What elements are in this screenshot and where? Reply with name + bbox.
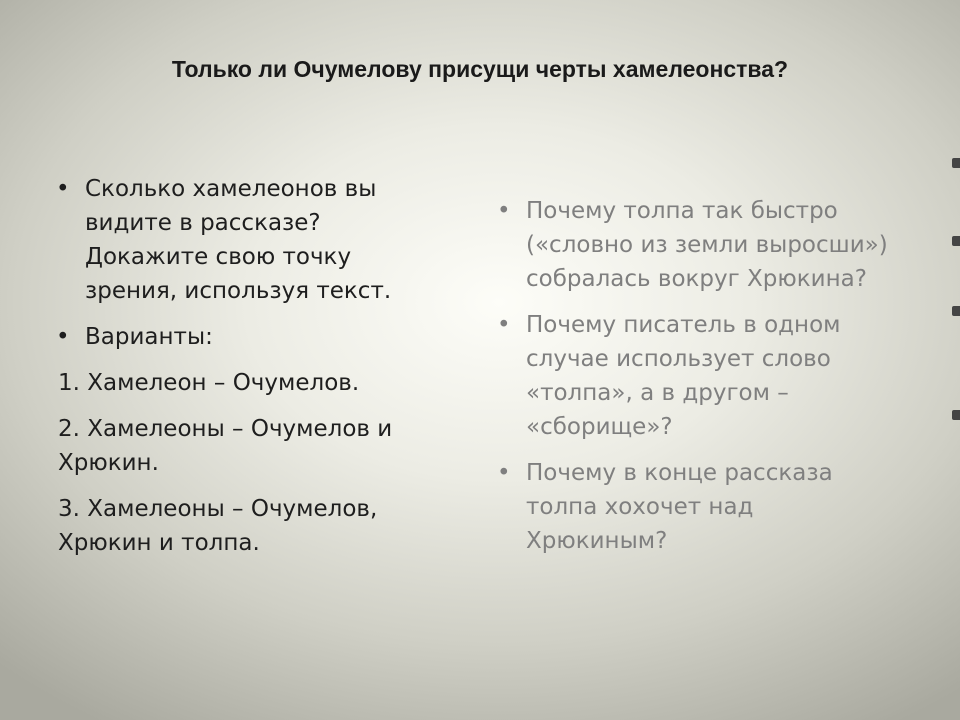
left-item-variant-2: 2. Хамелеоны – Очумелов и Хрюкин. — [58, 416, 393, 476]
edge-decoration — [952, 236, 960, 246]
left-item-variant-3: 3. Хамелеоны – Очумелов, Хрюкин и толпа. — [58, 496, 378, 556]
bullet-icon: • — [56, 324, 70, 350]
bullet-icon: • — [497, 198, 511, 224]
edge-decoration — [952, 410, 960, 420]
right-item-crowd-gathered — [497, 194, 897, 296]
left-item-variants-text: Варианты: — [85, 324, 213, 350]
bullet-icon: • — [56, 176, 70, 202]
bullet-icon: • — [497, 312, 511, 338]
bullet-icon: • — [497, 460, 511, 486]
right-item-crowd-word-text: Почему писатель в одном случае использует слово «толпа», а в другом – «сборище»? — [526, 312, 841, 440]
edge-decoration — [952, 158, 960, 168]
right-item-crowd-word — [497, 308, 897, 444]
right-item-crowd-laughs-text: Почему в конце рассказа толпа хохочет над Хрюкиным? — [526, 460, 833, 554]
right-column — [497, 194, 897, 570]
left-item-question-text: Сколько хамелеонов вы видите в рассказе? Докажите свою точку зрения, используя текст. — [85, 176, 392, 304]
slide-title: Только ли Очумелову присущи черты хамелеонства? — [171, 56, 789, 82]
right-item-crowd-gathered-text: Почему толпа так быстро («словно из земли выросши») собралась вокруг Хрюкина? — [526, 198, 888, 292]
left-item-question — [56, 172, 436, 308]
left-item-variant-1: 1. Хамелеон – Очумелов. — [58, 370, 360, 396]
left-column — [56, 172, 436, 572]
edge-decoration — [952, 306, 960, 316]
left-item-variants-heading — [56, 320, 436, 354]
right-item-crowd-laughs — [497, 456, 897, 558]
